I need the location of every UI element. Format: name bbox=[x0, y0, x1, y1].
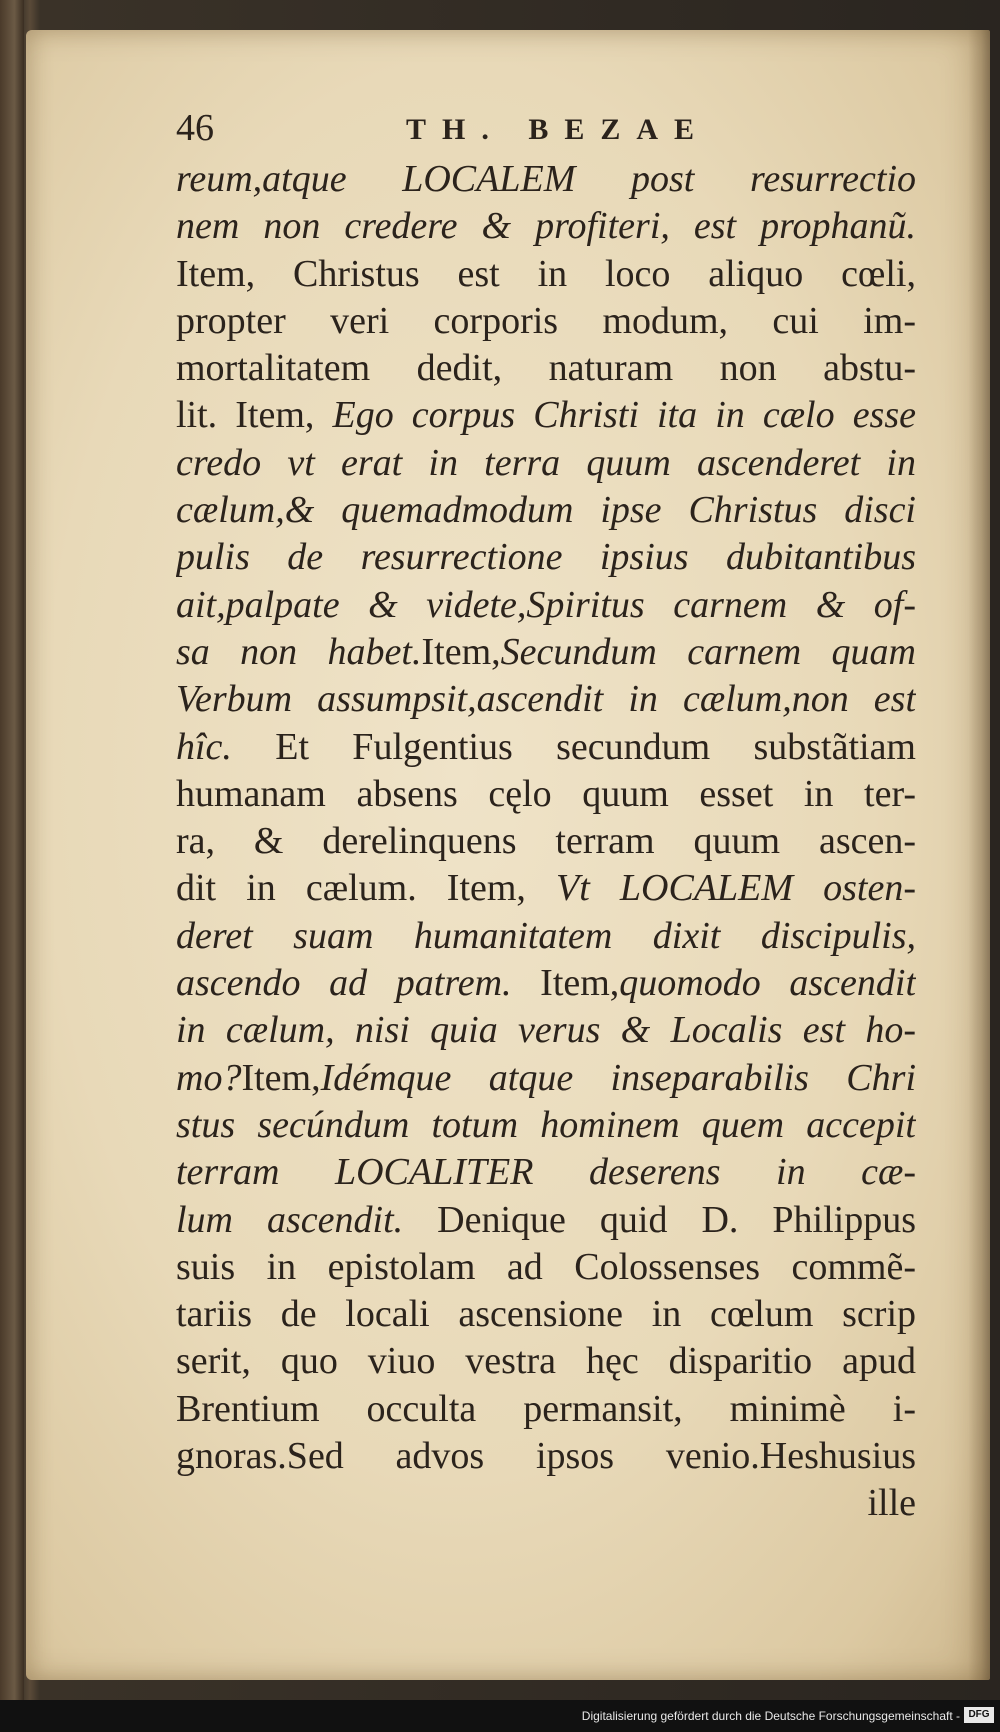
text-line bbox=[176, 676, 916, 723]
text-line bbox=[176, 1102, 916, 1149]
roman-segment: ille bbox=[867, 1482, 916, 1525]
roman-segment: Brentium occulta permansit, minimè i- bbox=[176, 1387, 916, 1430]
body-text bbox=[176, 156, 916, 1528]
text-line bbox=[176, 865, 916, 912]
italic-segment: Vt LOCALEM osten- bbox=[556, 867, 916, 910]
roman-segment: suis in epistolam ad Colossenses commẽ- bbox=[176, 1245, 916, 1288]
text-line bbox=[176, 156, 916, 203]
page-edge-shadow bbox=[968, 30, 990, 1680]
text-line bbox=[176, 960, 916, 1007]
text-line bbox=[176, 440, 916, 487]
italic-segment: sa non habet. bbox=[176, 630, 422, 673]
text-line bbox=[176, 487, 916, 534]
text-line bbox=[176, 818, 916, 865]
text-line bbox=[176, 582, 916, 629]
roman-segment: Et Fulgentius secundum substãtiam bbox=[231, 725, 916, 768]
roman-segment: serit, quo viuo vestra hęc disparitio apud bbox=[176, 1340, 916, 1383]
italic-segment: pulis de resurrectione ipsius dubitantibus bbox=[176, 536, 916, 579]
dfg-logo: DFG bbox=[964, 1707, 994, 1723]
italic-segment: hîc. bbox=[176, 725, 232, 768]
text-line bbox=[176, 1007, 916, 1054]
text-block bbox=[176, 106, 916, 1528]
text-line bbox=[176, 298, 916, 345]
text-line bbox=[176, 771, 916, 818]
page-header bbox=[176, 106, 916, 150]
page-number: 46 bbox=[176, 107, 214, 149]
text-line bbox=[176, 345, 916, 392]
running-title: TH. BEZAE bbox=[406, 113, 711, 146]
italic-segment: ait,palpate & videte,Spiritus carnem & of- bbox=[176, 583, 916, 626]
italic-segment: mo? bbox=[176, 1056, 242, 1099]
roman-segment: dit in cælum. Item, bbox=[176, 867, 557, 910]
roman-segment: humanam absens cęlo quum esset in ter- bbox=[176, 772, 916, 815]
text-line bbox=[176, 1244, 916, 1291]
roman-segment: gnoras.Sed advos ipsos venio.Heshusius bbox=[176, 1435, 916, 1478]
text-line bbox=[176, 1480, 916, 1527]
text-line bbox=[176, 1291, 916, 1338]
roman-segment: Denique quid D. Philippus bbox=[403, 1198, 916, 1241]
text-line bbox=[176, 1197, 916, 1244]
text-line bbox=[176, 1338, 916, 1385]
roman-segment: propter veri corporis modum, cui im- bbox=[176, 299, 916, 342]
text-line bbox=[176, 1055, 916, 1102]
italic-segment: cælum,& quemadmodum ipse Christus disci bbox=[176, 489, 916, 532]
roman-segment: Item, Christus est in loco aliquo cœli, bbox=[176, 252, 916, 295]
italic-segment: Ego corpus Christi ita in cælo esse bbox=[332, 394, 916, 437]
italic-segment: credo vt erat in terra quum ascenderet in bbox=[176, 441, 916, 484]
text-line bbox=[176, 251, 916, 298]
book-spine bbox=[0, 0, 24, 1700]
text-line bbox=[176, 1149, 916, 1196]
text-line bbox=[176, 913, 916, 960]
roman-segment: ra, & derelinquens terram quum ascen- bbox=[176, 820, 916, 863]
roman-segment: Item, bbox=[421, 630, 501, 673]
text-line bbox=[176, 1386, 916, 1433]
italic-segment: Secundum carnem quam bbox=[500, 630, 916, 673]
roman-segment: tariis de locali ascensione in cœlum scrip bbox=[176, 1293, 916, 1336]
text-line bbox=[176, 1433, 916, 1480]
text-line bbox=[176, 392, 916, 439]
italic-segment: lum ascendit. bbox=[176, 1198, 404, 1241]
text-line bbox=[176, 629, 916, 676]
italic-segment: quomodo ascendit bbox=[619, 962, 916, 1005]
text-line bbox=[176, 203, 916, 250]
italic-segment: ascendo ad patrem. bbox=[176, 962, 512, 1005]
text-line bbox=[176, 724, 916, 771]
italic-segment: terram LOCALITER deserens in cæ- bbox=[176, 1151, 916, 1194]
roman-segment: lit. Item, bbox=[176, 394, 333, 437]
italic-segment: deret suam humanitatem dixit discipulis, bbox=[176, 914, 916, 957]
roman-segment: Item, bbox=[511, 962, 620, 1005]
italic-segment: stus secúndum totum hominem quem accepit bbox=[176, 1103, 916, 1146]
text-line bbox=[176, 534, 916, 581]
roman-segment: Item, bbox=[241, 1056, 321, 1099]
italic-segment: Verbum assumpsit,ascendit in cælum,non est bbox=[176, 678, 916, 721]
italic-segment: nem non credere & profiteri, est prophanũ. bbox=[176, 205, 916, 248]
italic-segment: reum,atque LOCALEM post resurrectio bbox=[176, 158, 916, 200]
italic-segment: Idémque atque inseparabilis Chri bbox=[320, 1056, 916, 1099]
roman-segment: mortalitatem dedit, naturam non abstu- bbox=[176, 347, 916, 390]
italic-segment: in cælum, nisi quia verus & Localis est ho- bbox=[176, 1009, 916, 1052]
digitization-credit: Digitalisierung gefördert durch die Deutsche Forschungsgemeinschaft - bbox=[581, 1709, 960, 1723]
